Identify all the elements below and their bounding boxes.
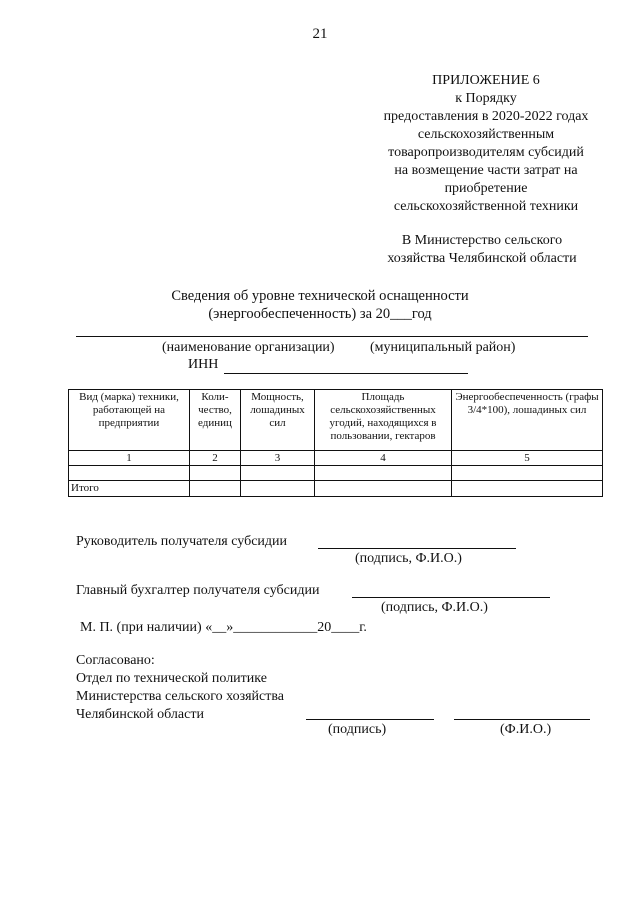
appendix-line: сельскохозяйственной техники [393,199,579,214]
total-label: Итого [69,481,190,497]
approval-block [76,652,284,724]
district-caption: (муниципальный район) [370,340,516,355]
approval-line: Согласовано: [76,653,155,668]
appendix-line: сельскохозяйственным [417,127,555,142]
header-cell: Вид (марка) техники, работающей на предприятии [69,390,190,451]
header-cell: Коли-чество, единиц [190,390,241,451]
head-signature-caption: (подпись, Ф.И.О.) [355,551,462,566]
appendix-line: товаропроизводителям субсидий [388,145,584,160]
approval-line: Челябинской области [76,707,204,722]
addressee [362,232,602,268]
inn-label: ИНН [188,357,219,372]
column-number: 1 [69,451,190,466]
table-cell[interactable] [69,466,190,481]
inn-field-line[interactable] [224,373,468,374]
table-cell[interactable] [452,481,603,497]
column-number: 3 [241,451,315,466]
stamp-date-line: М. П. (при наличии) «__»____________20____г. [80,620,367,635]
approval-signature-caption: (подпись) [328,722,387,737]
table-cell[interactable] [315,466,452,481]
appendix-line: к Порядку [455,91,517,106]
table-cell[interactable] [241,466,315,481]
approval-name-line[interactable] [454,719,590,720]
column-number: 5 [452,451,603,466]
organization-name-caption: (наименование организации) [162,340,335,355]
head-signature-label: Руководитель получателя субсидии [76,534,288,549]
approval-line: Министерства сельского хозяйства [76,689,285,704]
table-cell[interactable] [190,466,241,481]
table-header-row [69,390,603,451]
head-signature-line[interactable] [318,548,516,549]
appendix-line: ПРИЛОЖЕНИЕ 6 [432,73,540,88]
addressee-line: хозяйства Челябинской области [387,251,577,266]
title-line-1: Сведения об уровне технической оснащенности [171,288,469,304]
header-cell: Мощность, лошадиных сил [241,390,315,451]
appendix-line: на возмещение части затрат на [394,163,578,178]
appendix-line: приобретение [444,181,528,196]
accountant-signature-label: Главный бухгалтер получателя субсидии [76,583,320,598]
addressee-line: В Министерство сельского [401,233,563,248]
table-row [69,466,603,481]
table-cell[interactable] [315,481,452,497]
header-cell: Энергообеспеченность (графы 3/4*100), лошадиных сил [452,390,603,451]
accountant-signature-line[interactable] [352,597,550,598]
appendix-header [366,72,606,216]
approval-signature-line[interactable] [306,719,434,720]
table-cell[interactable] [190,481,241,497]
column-number-row [69,451,603,466]
accountant-signature-caption: (подпись, Ф.И.О.) [381,600,488,615]
table-cell[interactable] [241,481,315,497]
appendix-line: предоставления в 2020-2022 годах [383,109,589,124]
title-line-2: (энергообеспеченность) за 20___год [208,306,432,322]
equipment-table [68,389,603,497]
column-number: 4 [315,451,452,466]
table-cell[interactable] [452,466,603,481]
page-number: 21 [312,26,328,42]
total-row [69,481,603,497]
organization-name-line[interactable] [76,336,588,337]
header-cell: Площадь сельскохозяйственных угодий, находящихся в пользовании, гектаров [315,390,452,451]
column-number: 2 [190,451,241,466]
approval-line: Отдел по технической политике [76,671,267,686]
document-title [0,287,640,323]
approval-name-caption: (Ф.И.О.) [500,722,552,737]
